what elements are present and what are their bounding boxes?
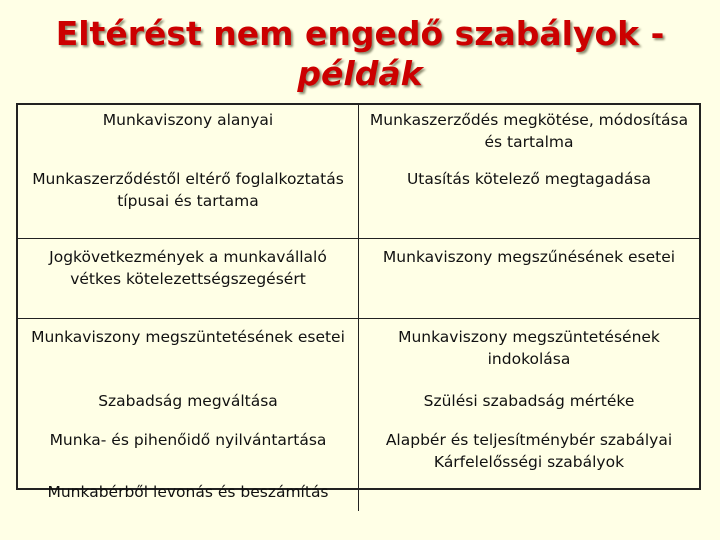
cell-text: Kárfelelősségi szabályok [433,453,625,471]
table-cell: Munkaviszony alanyai [18,105,359,164]
cell-text: Munkabérből levonás és beszámítás [47,483,329,501]
title-line-2: példák [297,54,423,93]
table-cell: Munkaszerződés megkötése, módosítása és tartalma [369,111,689,151]
table-cell: Munkaviszony megszüntetésének esetei [18,319,359,387]
table-cell: Utasítás kötelező megtagadása [406,170,652,188]
table-cell: Munkaviszony megszűnésének esetei [359,239,700,319]
table-cell: Munkaviszony megszüntetésének indokolása [359,319,700,387]
cell-text: Alapbér és teljesítménybér szabályai [385,431,673,449]
table-cell: Szülési szabadság mértéke [423,392,635,410]
table-cell [359,424,700,511]
table-cell [18,424,359,511]
rules-table [16,103,701,501]
table-cell: Jogkövetkezmények a munkavállaló vétkes kötelezettségszegésért [18,239,359,319]
table-cell: Szabadság megváltása [18,386,359,424]
table-row [18,424,699,511]
table-row [18,105,699,164]
table-row [18,164,699,239]
table-row [18,239,699,319]
slide-title [0,14,720,94]
table-row [18,386,699,424]
cell-text: Munka- és pihenőidő nyilvántartása [49,431,327,449]
table-row [18,319,699,387]
title-line-1: Eltérést nem engedő szabályok - [55,14,665,53]
table-cell: Munkaszerződéstől eltérő foglalkoztatás típusai és tartama [18,164,359,239]
